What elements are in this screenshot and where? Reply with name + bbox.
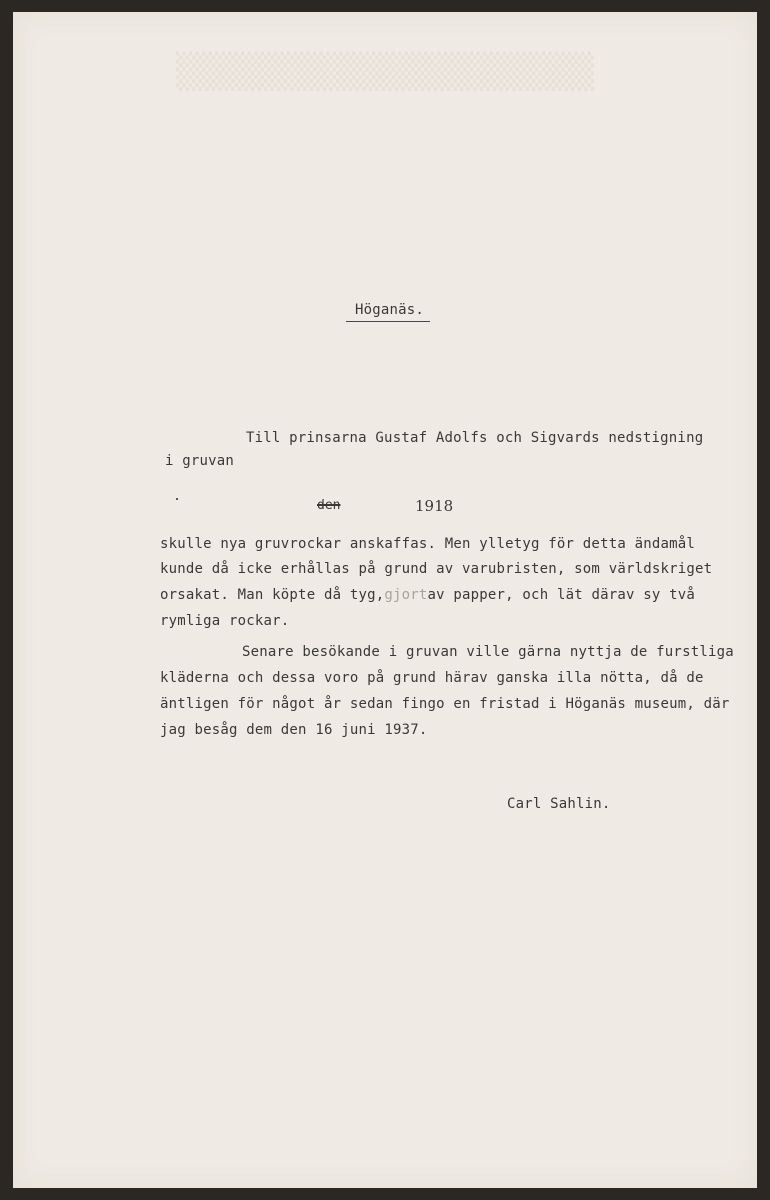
signature: Carl Sahlin. <box>507 796 611 812</box>
struck-word: den <box>317 498 341 513</box>
line3-end: av papper, och lät därav sy två <box>427 587 696 603</box>
para2-line-2: kläderna och dessa voro på grund härav ganska illa nötta, då de <box>160 670 704 686</box>
body-line-3 <box>160 587 695 603</box>
para2-line-1: Senare besökande i gruvan ville gärna nyttja de furstliga <box>242 644 734 660</box>
body-line-4: rymliga rockar. <box>160 613 290 629</box>
intro-line-1: Till prinsarna Gustaf Adolfs och Sigvards nedstigning <box>246 430 704 446</box>
show-through-watermark: ▒▒▒▒▒▒▒▒▒▒▒▒▒▒▒▒ <box>175 52 595 92</box>
title-underline <box>346 321 430 322</box>
intro-line-2: i gruvan <box>165 453 235 469</box>
para2-line-3: äntligen för något år sedan fingo en fristad i Höganäs museum, där <box>160 696 730 712</box>
line3-start: orsakat. Man köpte då tyg, <box>160 587 385 603</box>
body-line-1: skulle nya gruvrockar anskaffas. Men ylletyg för detta ändamål <box>160 536 695 552</box>
year: 1918 <box>415 497 454 515</box>
document-page <box>13 12 757 1188</box>
body-line-2: kunde då icke erhållas på grund av varubristen, som världskriget <box>160 561 713 577</box>
faint-word: gjort <box>384 587 428 603</box>
para2-line-4: jag besåg dem den 16 juni 1937. <box>160 722 428 738</box>
stray-mark <box>176 498 178 500</box>
document-title: Höganäs. <box>355 302 425 318</box>
